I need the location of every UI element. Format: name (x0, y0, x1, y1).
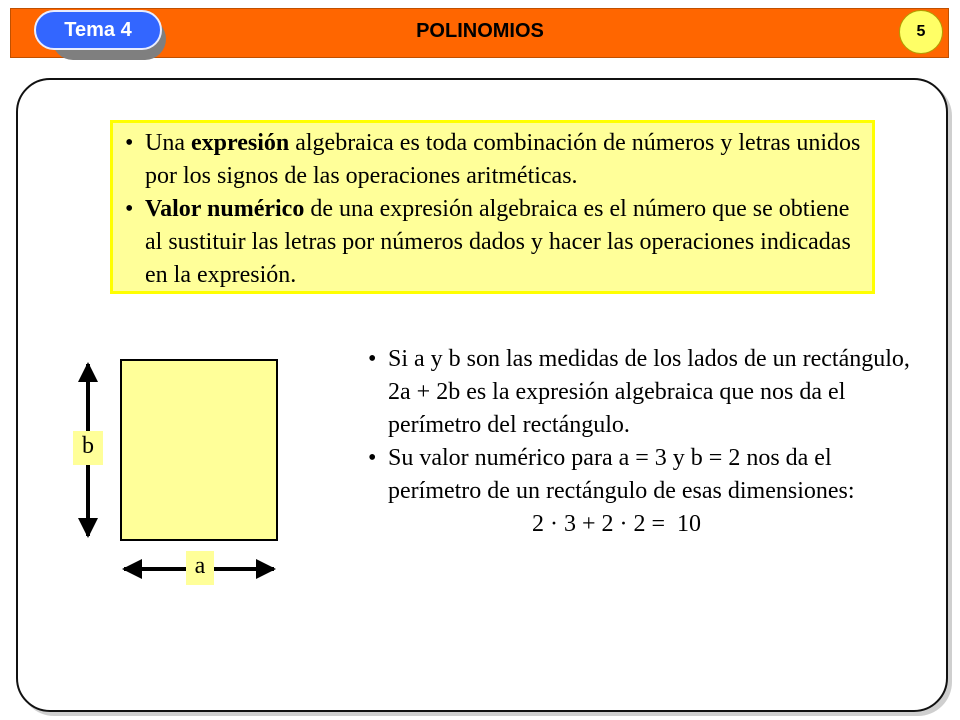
page-title: POLINOMIOS (416, 20, 544, 42)
term-valor-numerico: Valor numérico (145, 196, 305, 222)
example-text (362, 343, 922, 541)
bullet: • (125, 196, 134, 222)
bullet: • (368, 346, 377, 372)
example-item-perimeter (362, 343, 922, 442)
example-text-2: Su valor numérico para a = 3 y b = 2 nos da el perímetro de un rectángulo de esas dimensiones: (388, 445, 855, 504)
definition-text: de una expresión algebraica es el número que se obtiene al sustituir las letras por números dados y hacer las operaciones indicadas en la expresión. (145, 196, 851, 288)
definition-text: algebraica es toda combinación de números y letras unidos por los signos de las operaciones aritméticas. (145, 130, 861, 189)
topic-tab[interactable]: Tema 4 (34, 10, 162, 50)
equation: 2 · 3 + 2 · 2 = 10 (532, 511, 702, 537)
label-b: b (73, 431, 103, 465)
bullet: • (125, 130, 134, 156)
label-a: a (186, 551, 214, 585)
rectangle-shape (120, 359, 278, 541)
page-number-badge: 5 (899, 10, 943, 54)
example-item-value (362, 442, 922, 508)
example-text-1: Si a y b son las medidas de los lados de un rectángulo, 2a + 2b es la expresión algebraica que nos da el perímetro del rectángulo. (388, 346, 910, 438)
bullet: • (368, 445, 377, 471)
term-expresion: expresión (190, 130, 290, 156)
definition-text: Una (145, 130, 191, 156)
